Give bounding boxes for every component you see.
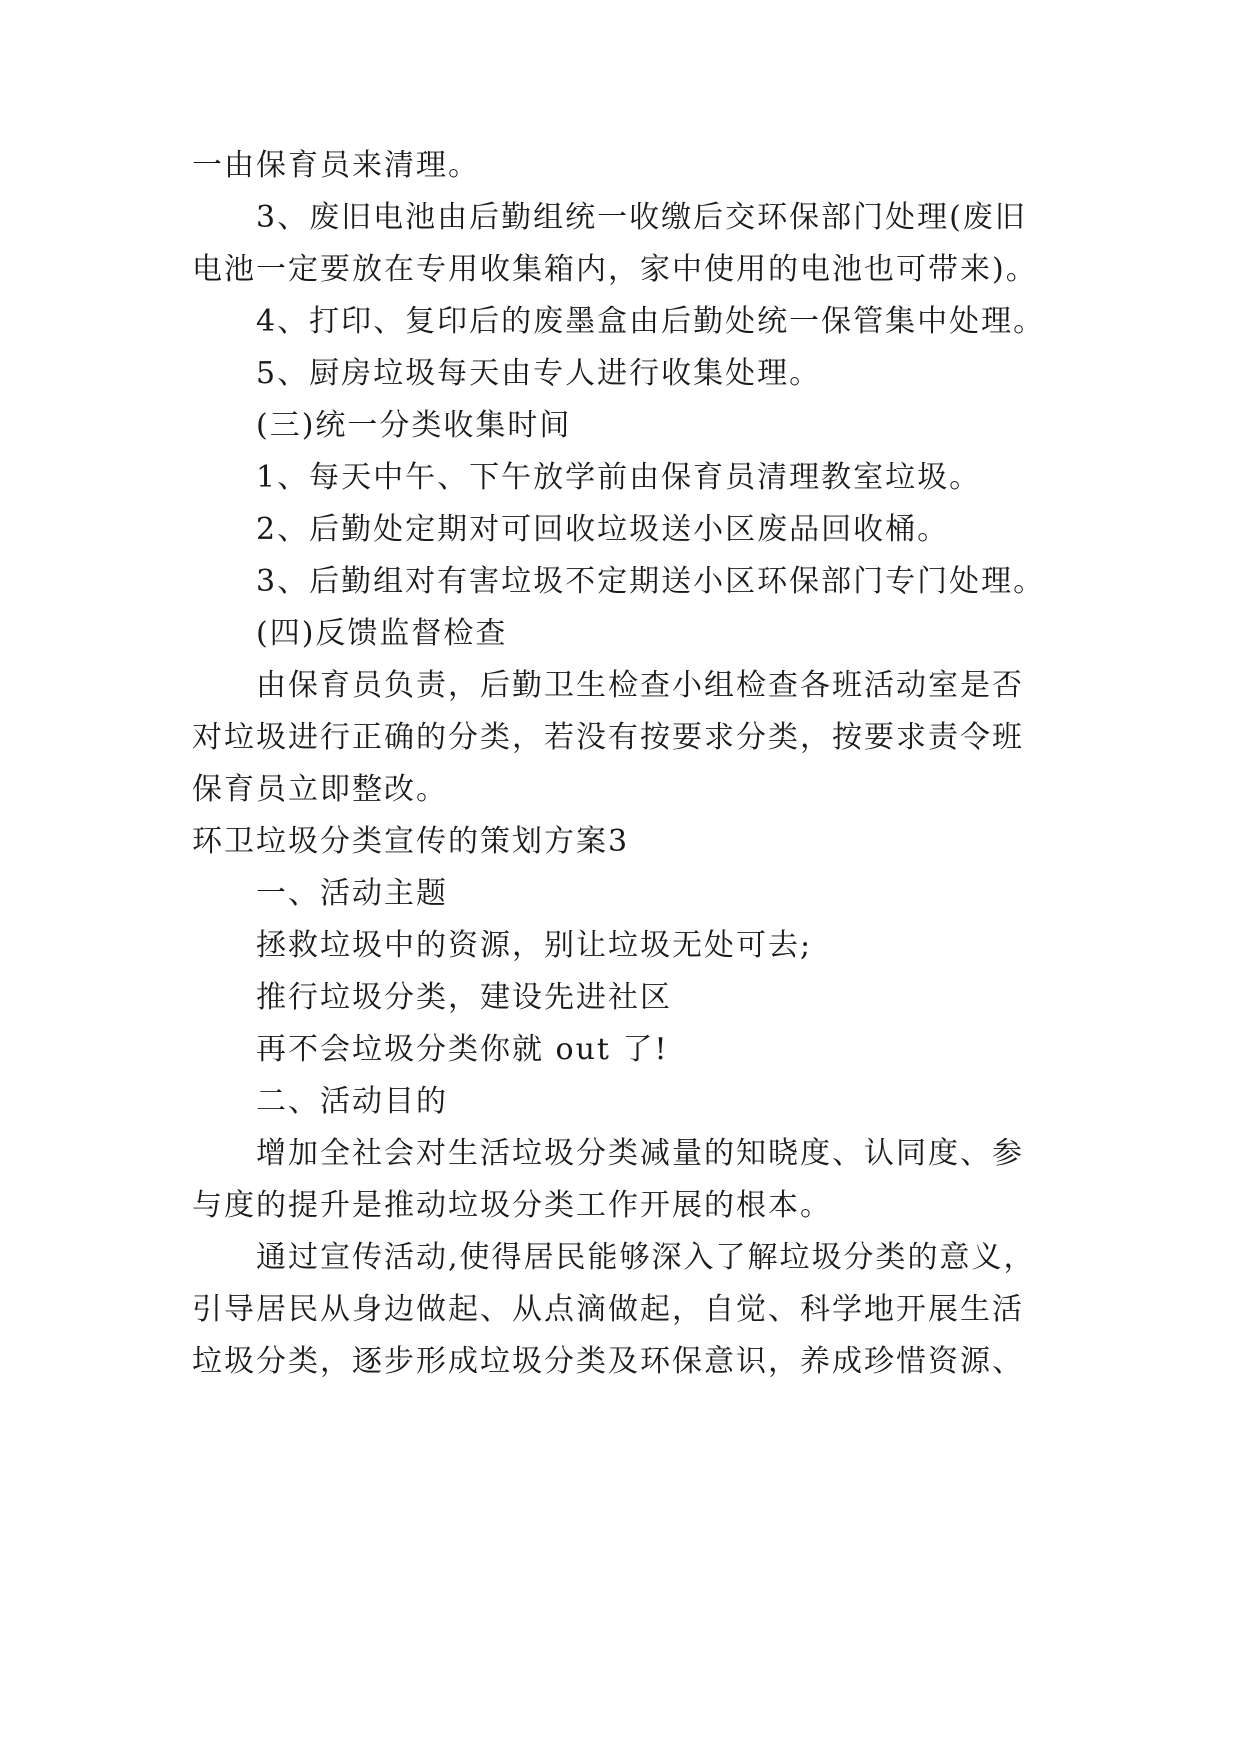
text-line: 推行垃圾分类，建设先进社区 [256, 980, 672, 1015]
text-line: 垃圾分类，逐步形成垃圾分类及环保意识，养成珍惜资源、 [192, 1344, 1024, 1379]
text-line: 增加全社会对生活垃圾分类减量的知晓度、认同度、参 [256, 1136, 1024, 1171]
text-line: 1、每天中午、下午放学前由保育员清理教室垃圾。 [256, 460, 982, 495]
section-heading: 二、活动目的 [256, 1084, 448, 1119]
section-heading: (四)反馈监督检查 [256, 616, 508, 651]
text-line: 3、废旧电池由后勤组统一收缴后交环保部门处理(废旧 [256, 200, 1027, 235]
text-line: 再不会垃圾分类你就 out 了! [256, 1032, 669, 1067]
text-line: 拯救垃圾中的资源，别让垃圾无处可去; [256, 928, 813, 963]
text-line: 保育员立即整改。 [192, 772, 448, 807]
text-line: 2、后勤处定期对可回收垃圾送小区废品回收桶。 [256, 512, 950, 547]
text-line: 引导居民从身边做起、从点滴做起，自觉、科学地开展生活 [192, 1292, 1024, 1327]
text-line: 与度的提升是推动垃圾分类工作开展的根本。 [192, 1188, 832, 1223]
document-title: 环卫垃圾分类宣传的策划方案3 [192, 824, 630, 859]
text-line: 3、后勤组对有害垃圾不定期送小区环保部门专门处理。 [256, 564, 1046, 599]
text-line: 通过宣传活动,使得居民能够深入了解垃圾分类的意义， [256, 1240, 1036, 1275]
text-line: 电池一定要放在专用收集箱内，家中使用的电池也可带来)。 [192, 252, 1038, 287]
text-line: 对垃圾进行正确的分类，若没有按要求分类，按要求责令班 [192, 720, 1024, 755]
section-heading: 一、活动主题 [256, 876, 448, 911]
text-line: 5、厨房垃圾每天由专人进行收集处理。 [256, 356, 822, 391]
text-line: 4、打印、复印后的废墨盒由后勤处统一保管集中处理。 [256, 304, 1046, 339]
section-heading: (三)统一分类收集时间 [256, 408, 572, 443]
text-line: 一由保育员来清理。 [192, 148, 480, 183]
text-line: 由保育员负责，后勤卫生检查小组检查各班活动室是否 [256, 668, 1024, 703]
